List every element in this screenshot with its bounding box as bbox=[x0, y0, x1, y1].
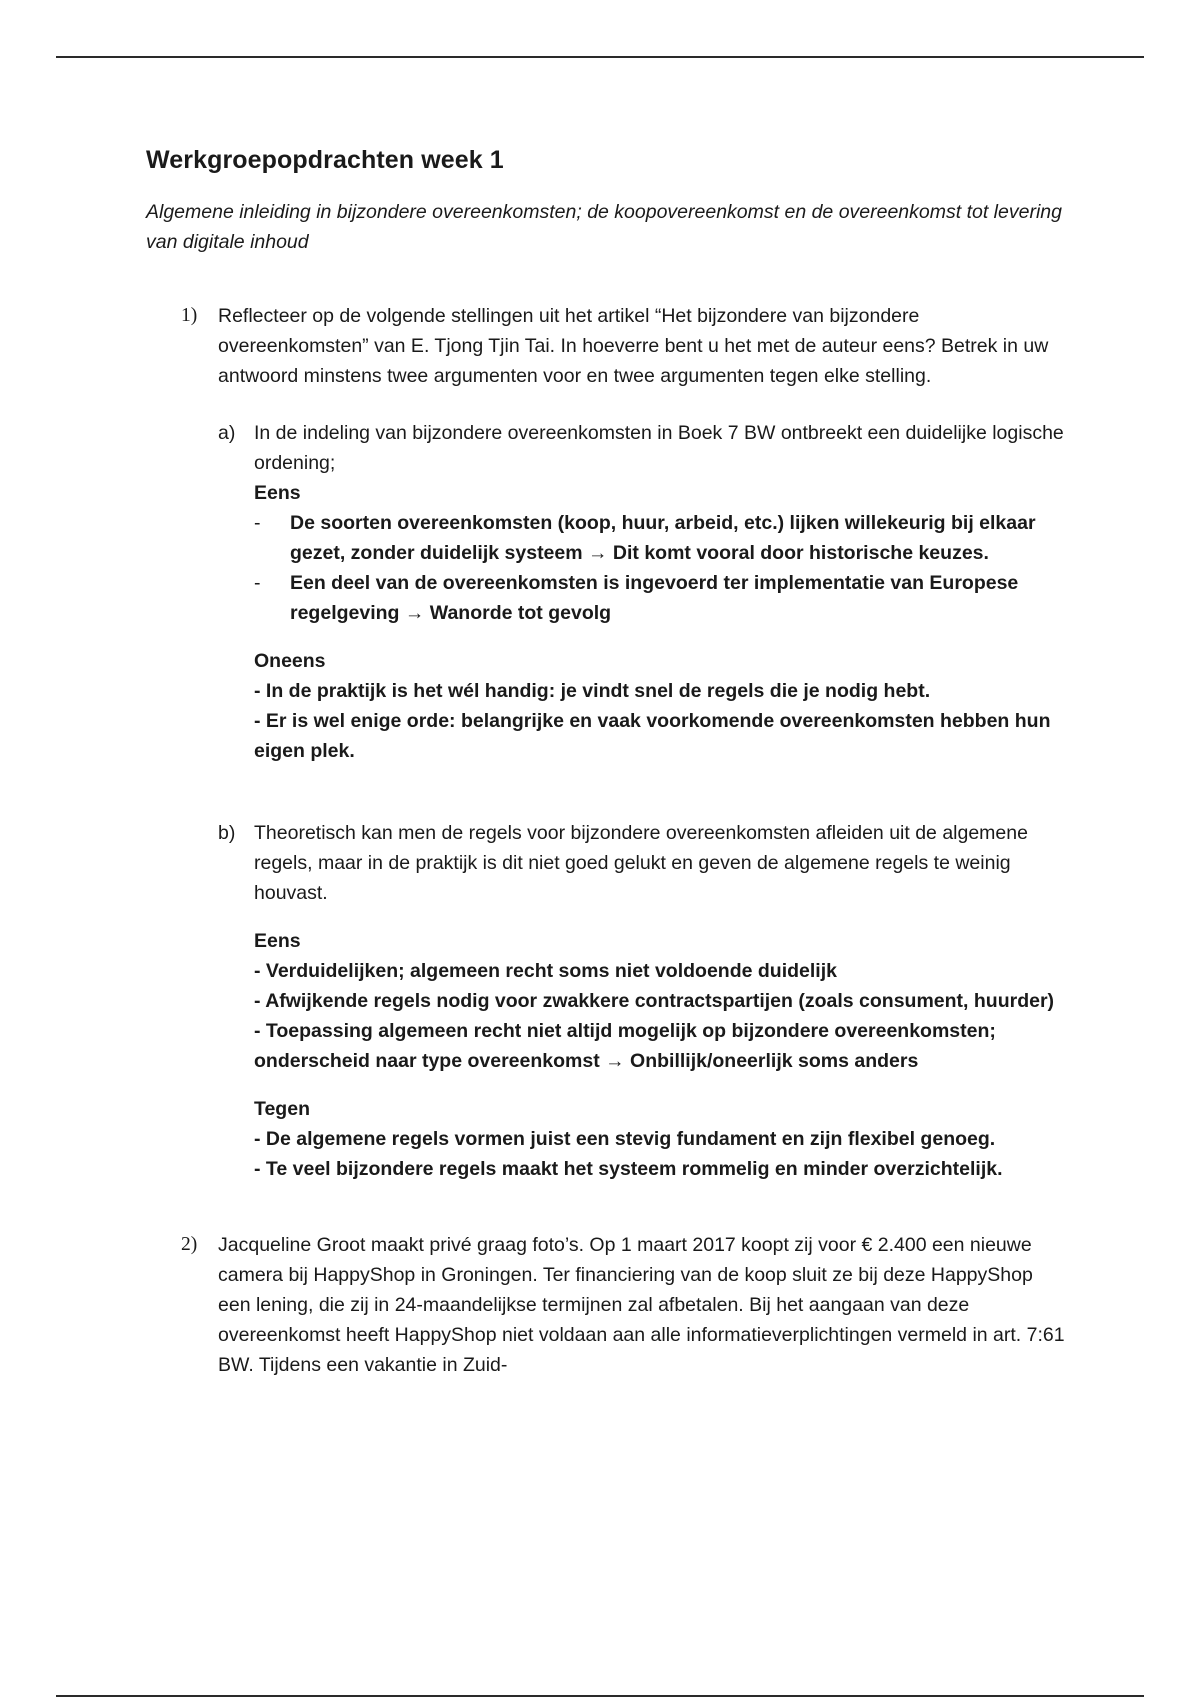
statement-a-con-line: - In de praktijk is het wél handig: je vindt snel de regels die je nodig hebt. bbox=[254, 680, 931, 702]
document-subtitle: Algemene inleiding in bijzondere overeenkomsten; de koopovereenkomst en de overeenkomst tot levering van digitale inhoud bbox=[146, 201, 1062, 253]
statement-a-pro-item bbox=[254, 568, 1066, 628]
page-bottom-rule bbox=[56, 1695, 1144, 1697]
statement-a-pro-heading: Eens bbox=[254, 482, 301, 504]
document-page bbox=[146, 146, 1066, 1380]
statement-a bbox=[218, 418, 1066, 766]
statement-b-pro-line: - Verduidelijken; algemeen recht soms niet voldoende duidelijk bbox=[254, 960, 837, 982]
statement-b-pro-heading: Eens bbox=[254, 930, 301, 952]
statement-a-pro-item-text: De soorten overeenkomsten (koop, huur, arbeid, etc.) lijken willekeurig bij elkaar gezet, zonder duidelijk systeem → Dit komt vooral door historische keuzes. bbox=[290, 512, 1036, 564]
question-1-text: Reflecteer op de volgende stellingen uit het artikel “Het bijzondere van bijzondere overeenkomsten” van E. Tjong Tjin Tai. In hoeverre bent u het met de auteur eens? Betrek in uw antwoord minstens twee argumenten voor en twee argumenten tegen elke stelling. bbox=[218, 305, 1049, 387]
dash-bullet: - bbox=[254, 572, 261, 594]
statement-b-con-line: - Te veel bijzondere regels maakt het systeem rommelig en minder overzichtelijk. bbox=[254, 1158, 1003, 1180]
statement-b-letter: b) bbox=[218, 822, 236, 844]
statement-b-con-line: - De algemene regels vormen juist een stevig fundament en zijn flexibel genoeg. bbox=[254, 1128, 996, 1150]
statement-b-con-heading: Tegen bbox=[254, 1098, 310, 1120]
statement-a-pro-item bbox=[254, 508, 1066, 568]
question-1 bbox=[146, 301, 1066, 1184]
question-2-number: 2) bbox=[181, 1234, 198, 1255]
dash-bullet: - bbox=[254, 512, 261, 534]
statement-b-pro-line: - Toepassing algemeen recht niet altijd mogelijk op bijzondere overeenkomsten; onderscheid naar type overeenkomst → Onbillijk/oneerlijk soms anders bbox=[254, 1020, 996, 1072]
statement-a-pro-item-text: Een deel van de overeenkomsten is ingevoerd ter implementatie van Europese regelgeving → Wanorde tot gevolg bbox=[290, 572, 1019, 624]
statement-b-pro-line: - Afwijkende regels nodig voor zwakkere contractspartijen (zoals consument, huurder) bbox=[254, 990, 1055, 1012]
document-title: Werkgroepopdrachten week 1 bbox=[146, 146, 504, 174]
statement-b-text: Theoretisch kan men de regels voor bijzondere overeenkomsten afleiden uit de algemene regels, maar in de praktijk is dit niet goed gelukt en geven de algemene regels te weinig houvast. bbox=[254, 822, 1028, 904]
question-2-text: Jacqueline Groot maakt privé graag foto’s. Op 1 maart 2017 koopt zij voor € 2.400 een nieuwe camera bij HappyShop in Groningen. Ter financiering van de koop sluit ze bij deze HappyShop een lening, die zij in 24-maandelijkse termijnen zal afbetalen. Bij het aangaan van deze overeenkomst heeft HappyShop niet voldaan aan alle informatieverplichtingen vermeld in art. 7:61 BW. Tijdens een vakantie in Zuid- bbox=[218, 1234, 1065, 1376]
statement-a-con-heading: Oneens bbox=[254, 650, 326, 672]
question-2 bbox=[146, 1230, 1066, 1380]
page-top-rule bbox=[56, 56, 1144, 58]
question-1-number: 1) bbox=[181, 305, 198, 326]
statement-a-con-line: - Er is wel enige orde: belangrijke en vaak voorkomende overeenkomsten hebben hun eigen plek. bbox=[254, 710, 1051, 762]
statement-b bbox=[218, 818, 1066, 1184]
statement-a-text: In de indeling van bijzondere overeenkomsten in Boek 7 BW ontbreekt een duidelijke logische ordening; bbox=[254, 422, 1064, 474]
statement-a-letter: a) bbox=[218, 422, 236, 444]
